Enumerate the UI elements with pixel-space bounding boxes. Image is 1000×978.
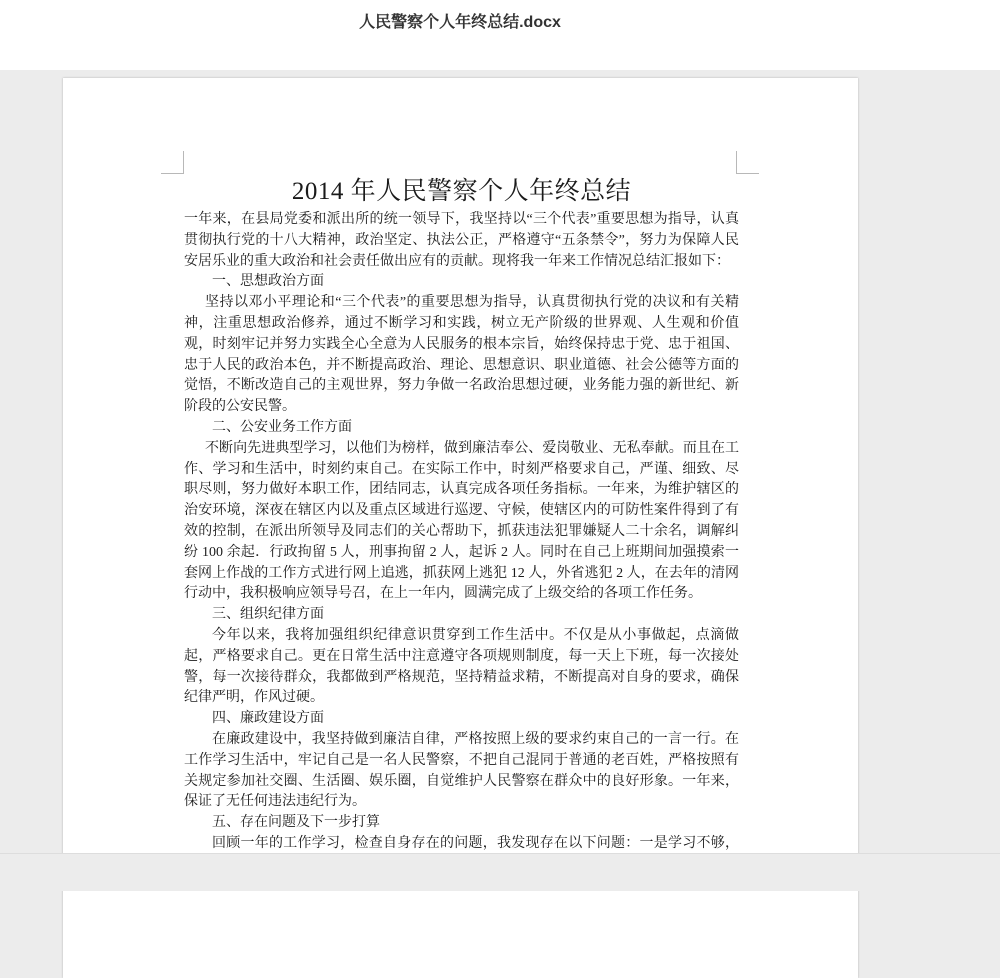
section-body-1: 坚持以邓小平理论和“三个代表”的重要思想为指导，认真贯彻执行党的决议和有关精神，注重思想政治修养，通过不断学习和实践，树立无产阶级的世界观、人生观和价值观，时刻牢记并努力实践全心全意为人民服务的根本宗旨，始终保持忠于党、忠于祖国、忠于人民的政治本色，并不断提高政治、理论、思想意识、职业道德、社会公德等方面的觉悟，不断改造自己的主观世界，努力争做一名政治思想过硬，业务能力强的新世纪、新阶段的公安民警。 <box>184 295 739 415</box>
page-margin-corner-top-left <box>161 151 184 174</box>
intro-paragraph: 一年来，在县局党委和派出所的统一领导下，我坚持以“三个代表”重要思想为指导，认真贯彻执行党的十八大精神，政治坚定、执法公正，严格遵守“五条禁令”，努力为保障人民安居乐业的重大政治和社会责任做出应有的贡献。现将我一年来工作情况总结汇报如下： <box>184 212 739 269</box>
page-margin-corner-top-right <box>736 151 759 174</box>
document-title: 2014 年人民警察个人年终总结 <box>291 178 632 205</box>
document-page <box>63 78 858 978</box>
section-heading-4: 四、廉政建设方面 <box>212 711 324 727</box>
document-file-name: 人民警察个人年终总结.docx <box>359 14 561 31</box>
top-bar <box>0 0 1000 70</box>
section-body-2: 不断向先进典型学习，以他们为榜样，做到廉洁奉公、爱岗敬业、无私奉献。而且在工作、学习和生活中，时刻约束自己。在实际工作中，时刻严格要求自己，严谨、细致、尽职尽则，努力做好本职工作，团结同志，认真完成各项任务指标。一年来，为维护辖区的治安环境，深夜在辖区内以及重点区域进行巡逻、守候，使辖区内的可防性案件得到了有效的控制，在派出所领导及同志们的关心帮助下，抓获违法犯罪嫌疑人二十余名，调解纠纷 100 余起．行政拘留 5 人，刑事拘留 2 人，起诉 2 人。同时在自己上班期间加强摸索一套网上作战的工作方式进行网上追逃，抓获网上逃犯 12 人，外省逃犯 2 人，在去年的清网行动中，我积极响应领导号召，在上一年内，圆满完成了上级交给的各项工作任务。 <box>184 440 739 602</box>
section-body-4: 在廉政建设中，我坚持做到廉洁自律，严格按照上级的要求约束自己的一言一行。在工作学习生活中，牢记自己是一名人民警察，不把自己混同于普通的老百姓，严格按照有关规定参加社交圈、生活圈、娱乐圈，自觉维护人民警察在群众中的良好形象。一年来，保证了无任何违法违纪行为。 <box>184 731 739 810</box>
section-heading-2: 二、公安业务工作方面 <box>212 419 352 435</box>
bottom-bar <box>0 853 1000 891</box>
document-viewer[interactable] <box>0 70 1000 853</box>
page-content <box>184 174 739 876</box>
section-heading-1: 一、思想政治方面 <box>212 274 324 290</box>
section-heading-5: 五、存在问题及下一步打算 <box>212 815 380 831</box>
section-body-5: 回顾一年的工作学习，检查自身存在的问题，我发现存在以下问题：一是学习不够， <box>212 835 739 851</box>
section-body-3: 今年以来，我将加强组织纪律意识贯穿到工作生活中。不仅是从小事做起，点滴做起，严格要求自己。更在日常生活中注意遵守各项规则制度，每一天上下班，每一次接处警，每一次接待群众，我都做到严格规范，坚持精益求精，不断提高对自身的要求，确保纪律严明，作风过硬。 <box>184 627 739 706</box>
section-heading-3: 三、组织纪律方面 <box>212 607 324 623</box>
